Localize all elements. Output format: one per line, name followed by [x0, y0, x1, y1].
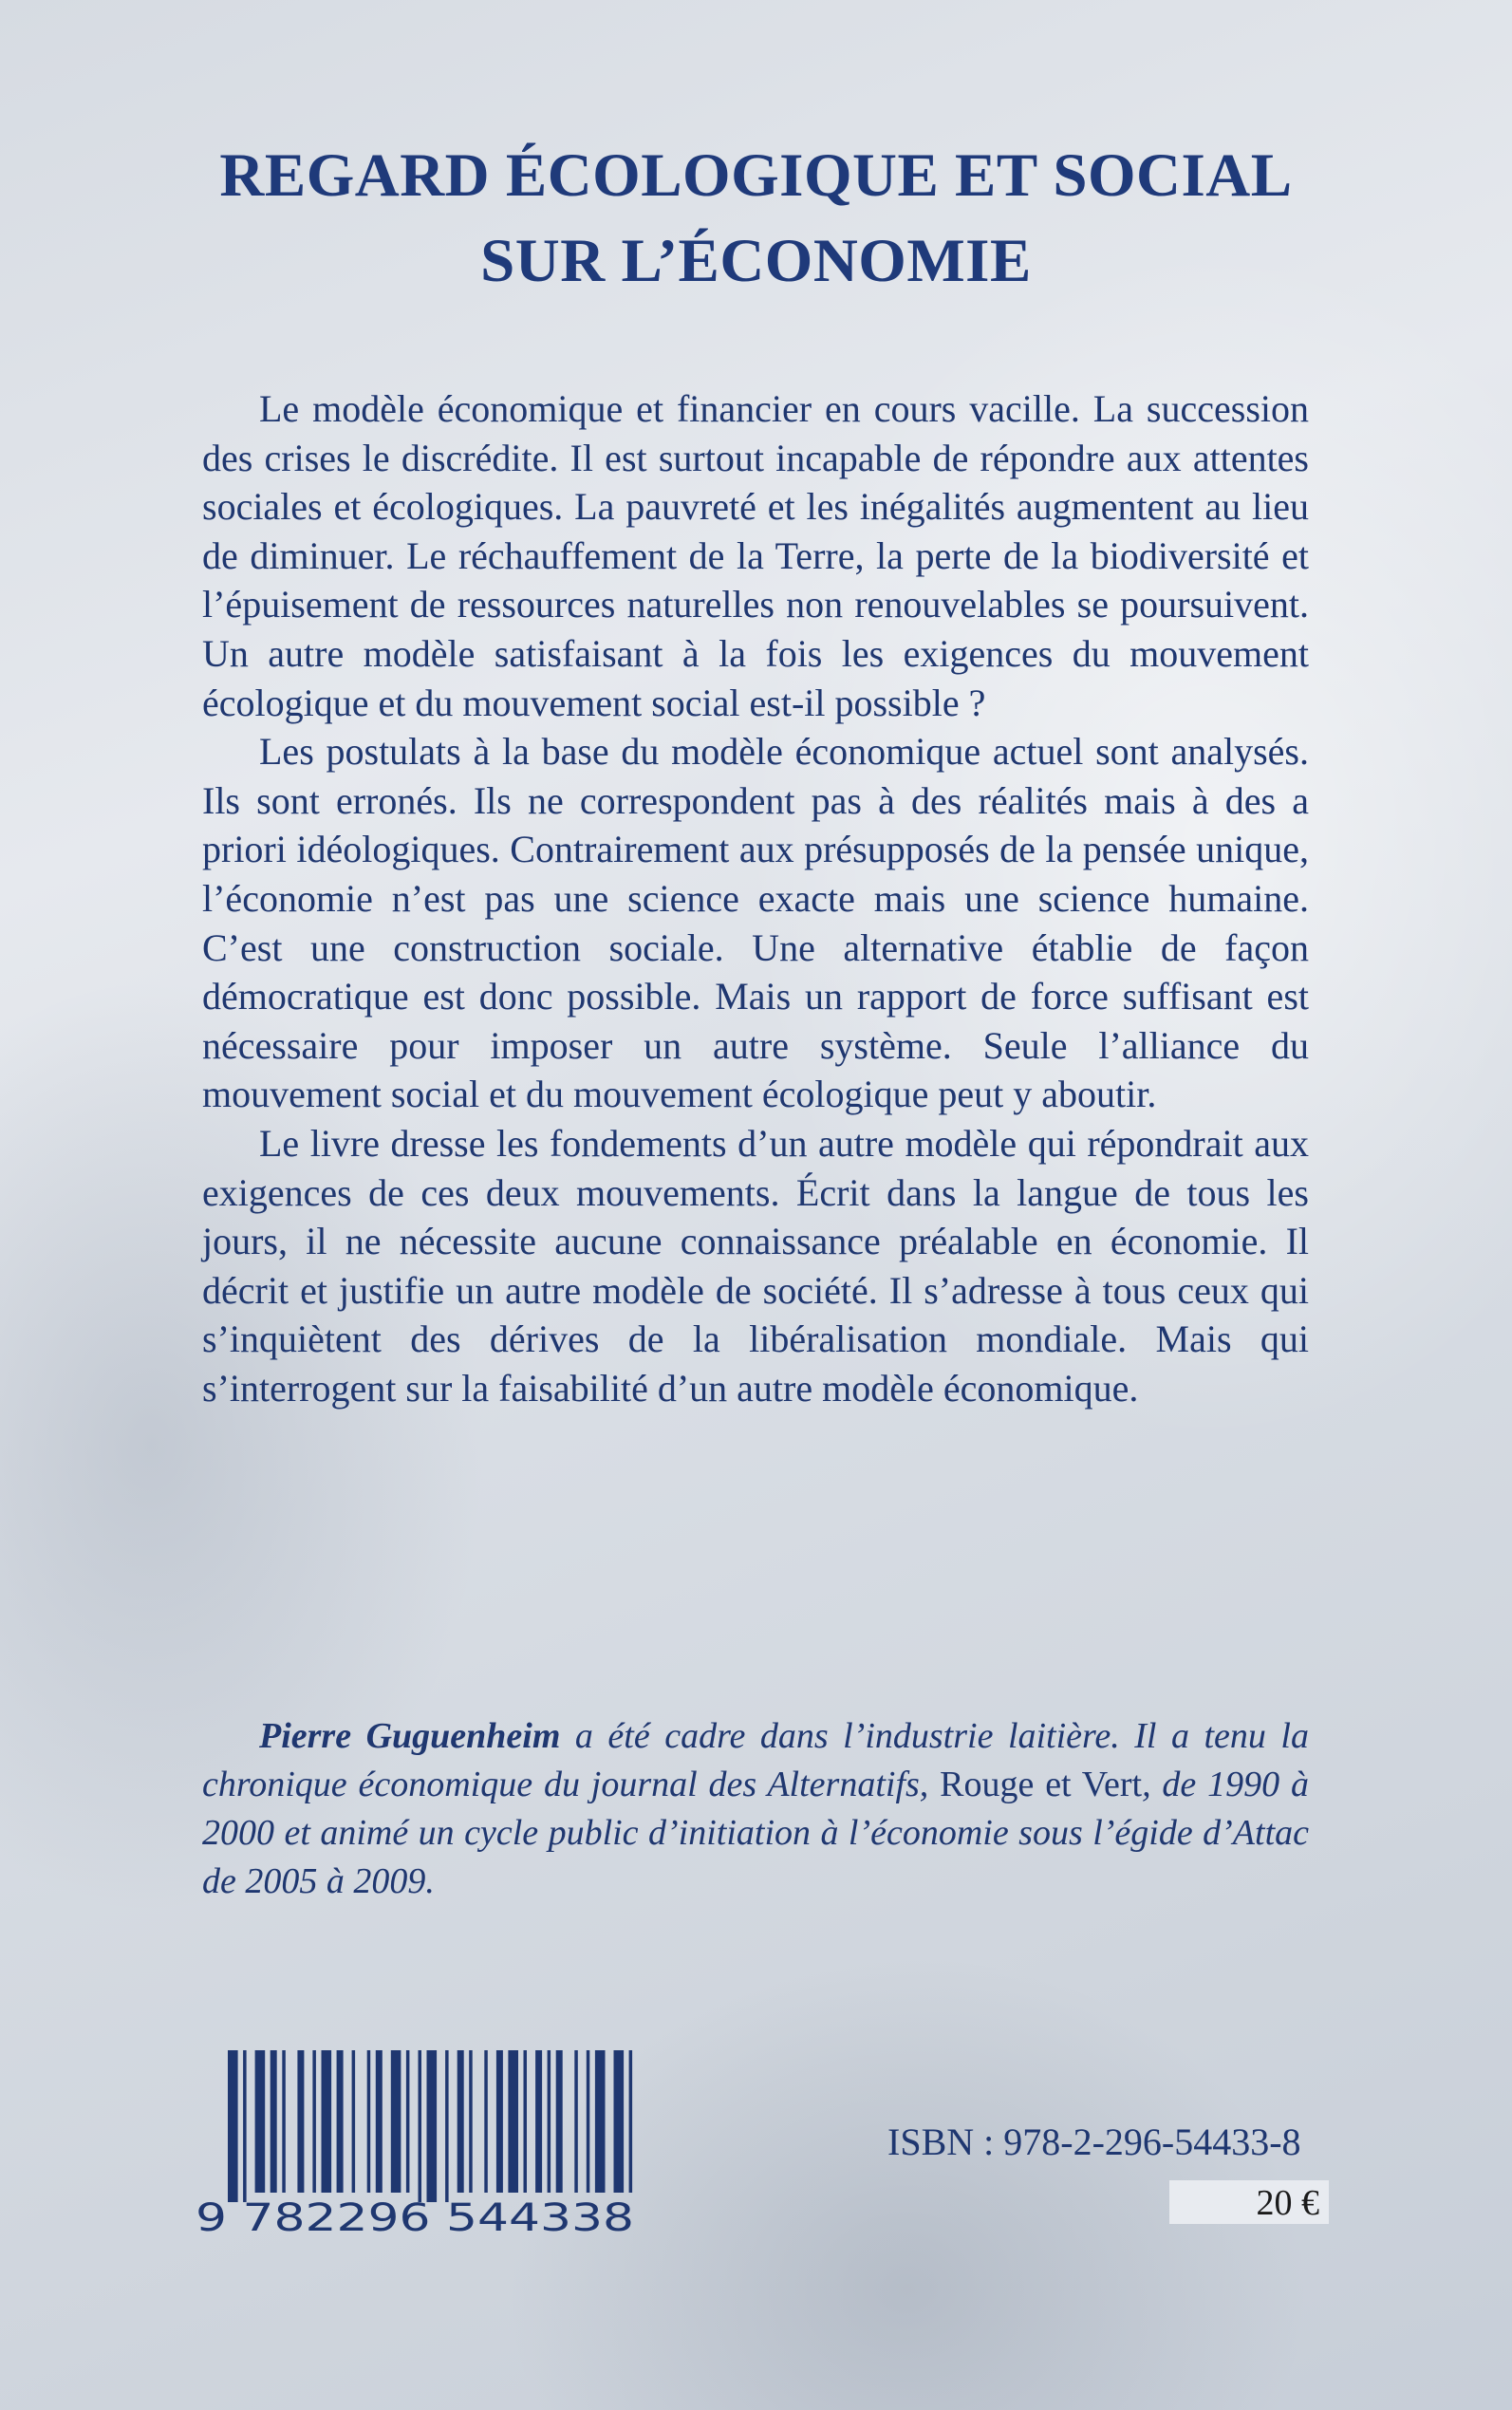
barcode-bar — [614, 2050, 625, 2193]
barcode-bar — [574, 2050, 578, 2193]
price-box — [1169, 2180, 1329, 2224]
journal-name: Rouge et Vert — [940, 1765, 1143, 1804]
barcode-digits: 9 782296 544338 — [196, 2196, 634, 2236]
barcode-bar — [255, 2050, 266, 2193]
barcode-bar — [535, 2050, 542, 2193]
book-title — [0, 133, 1512, 304]
barcode-bar — [457, 2050, 464, 2193]
barcode-bar — [496, 2050, 503, 2193]
barcode-bar — [508, 2050, 518, 2193]
price: 20 € — [1256, 2183, 1319, 2223]
barcode-bar — [243, 2050, 247, 2202]
blurb-paragraph-2: Les postulats à la base du modèle économique actuel sont analysés. Ils sont erronés. Ils ne correspondent pas à des réalités mais à des a priori idéologiques. Contrairement aux présupposés de la pensée unique, l’économie n’est pas une science exacte mais une science humaine. C’est une construction sociale. Une alternative établie de façon démocratique est donc possible. Mais un rapport de force suffisant est nécessaire pour imposer un autre système. Seule l’alliance du mouvement social et du mouvement écologique peut y aboutir. — [202, 730, 1309, 1116]
barcode-bar — [419, 2050, 422, 2202]
blurb-paragraph-1: Le modèle économique et financier en cours vacille. La succession des crises le discrédite. Il est surtout incapable de répondre aux attentes sociales et écologiques. La pauvreté et les inégalités augmentent au lieu de diminuer. Le réchauffement de la Terre, la perte de la biodiversité et l’épuisement de ressources naturelles non renouvelables se poursuivent. Un autre modèle satisfaisant à la fois les exigences du mouvement écologique et du mouvement social est-il possible ? — [202, 387, 1309, 724]
barcode-bar — [427, 2050, 438, 2202]
blurb — [202, 384, 1309, 1412]
blurb-paragraph-3: Le livre dresse les fondements d’un autre modèle qui répondrait aux exigences de ces deux mouvements. Écrit dans la langue de tous les jours, il ne nécessite aucune connaissance préalable en économie. Il décrit et justifie un autre modèle de société. Il s’adresse à tous ceux qui s’inquiètent des dérives de la libéralisation mondiale. Mais qui s’interrogent sur la faisabilité d’un autre modèle économique. — [202, 1121, 1309, 1410]
barcode-bar — [406, 2050, 410, 2193]
book-title-line-2: SUR L’ÉCONOMIE — [480, 227, 1032, 295]
barcode-bar — [484, 2050, 488, 2193]
barcode-bar — [282, 2050, 286, 2193]
author-bio — [202, 1712, 1309, 1906]
barcode-bar — [556, 2050, 563, 2193]
barcode-bar — [228, 2050, 238, 2202]
barcode-bar — [352, 2050, 356, 2193]
author-name: Pierre Guguenheim — [259, 1716, 561, 1756]
barcode-bar — [337, 2050, 344, 2193]
barcode-bar — [297, 2050, 304, 2193]
barcode-bar — [629, 2050, 633, 2193]
barcode-bar — [367, 2050, 371, 2193]
barcode-bar — [445, 2050, 449, 2202]
barcode-bar — [469, 2050, 473, 2193]
barcode-bar — [391, 2050, 401, 2193]
barcode-bar — [587, 2050, 590, 2193]
barcode-bar — [322, 2050, 332, 2193]
book-title-line-1: REGARD ÉCOLOGIQUE ET SOCIAL — [219, 141, 1293, 210]
barcode-bar — [271, 2050, 277, 2193]
barcode — [194, 2050, 640, 2236]
barcode-bar — [376, 2050, 383, 2193]
barcode-bar — [595, 2050, 606, 2193]
barcode-bar — [312, 2050, 316, 2193]
barcode-bar — [548, 2050, 551, 2193]
bio-text-1: a été cadre dans l’industrie laitière. Il a tenu la chronique économique du journal des Alternatifs, — [202, 1716, 1309, 1804]
isbn: ISBN : 978-2-296-54433-8 — [887, 2120, 1301, 2163]
barcode-bar — [524, 2050, 528, 2193]
bio-text-2: , de 1990 à 2000 et animé un cycle public d’initiation à l’économie sous l’égide d’Attac de 2005 à 2009. — [202, 1765, 1309, 1901]
